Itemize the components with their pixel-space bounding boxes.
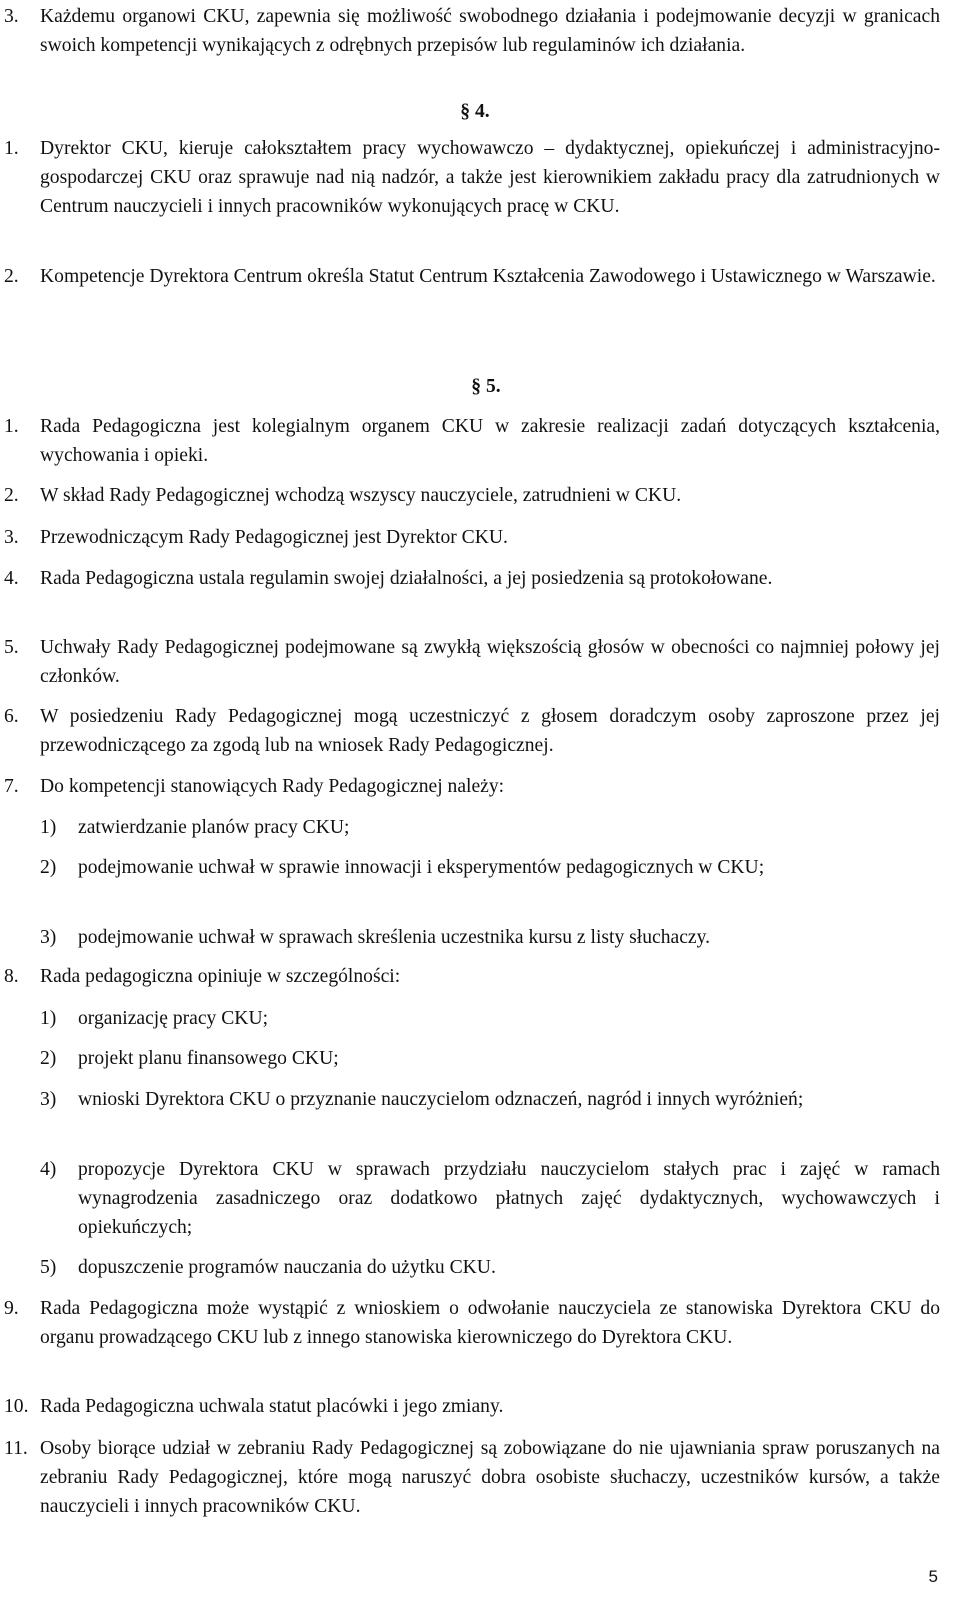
item-number: 2. — [4, 485, 19, 506]
item-text: Rada Pedagogiczna może wystąpić z wnioskiem o odwołanie nauczyciela ze stanowiska Dyrektora CKU do organu prowadzącego CKU lub z innego stanowiska kierowniczego do Dyrektora CKU. — [40, 1298, 940, 1348]
item-number: 6. — [4, 706, 19, 727]
sub-item-text: organizację pracy CKU; — [78, 1008, 269, 1029]
sub-item-text: podejmowanie uchwał w sprawie innowacji i eksperymentów pedagogicznych w CKU; — [78, 857, 765, 878]
item-text: Kompetencje Dyrektora Centrum określa Statut Centrum Kształcenia Zawodowego i Ustawicznego w Warszawie. — [40, 266, 936, 287]
sub-list-item — [40, 923, 940, 952]
sub-item-text: dopuszczenie programów nauczania do użytku CKU. — [78, 1257, 496, 1278]
item-text: Do kompetencji stanowiących Rady Pedagogicznej należy: — [40, 776, 505, 797]
item-number: 10. — [4, 1396, 29, 1417]
sub-list-item — [40, 1044, 940, 1073]
sub-list-item — [40, 853, 940, 882]
item-text: Uchwały Rady Pedagogicznej podejmowane są zwykłą większością głosów w obecności co najmniej połowy jej członków. — [40, 637, 940, 687]
item-text: Osoby biorące udział w zebraniu Rady Pedagogicznej są zobowiązane do nie ujawniania spraw poruszanych na zebraniu Rady Pedagogicznej, które mogą naruszyć dobra osobiste słuchaczy, uczestników kursów, a także nauczycieli i innych pracowników CKU. — [40, 1438, 940, 1517]
paragraph-item — [4, 1294, 940, 1352]
sub-item-text: propozycje Dyrektora CKU w sprawach przydziału nauczycielom stałych prac i zajęć w ramach wynagrodzenia zasadniczego oraz dodatkowo płatnych zajęć dydaktycznych, wychowawczych i opiekuńczych; — [78, 1159, 940, 1238]
item-text: W skład Rady Pedagogicznej wchodzą wszyscy nauczyciele, zatrudnieni w CKU. — [40, 485, 682, 506]
sub-item-number: 1) — [40, 1008, 57, 1029]
paragraph-item — [4, 702, 940, 760]
paragraph-item — [4, 1434, 940, 1521]
paragraph-item — [4, 262, 940, 291]
item-number: 2. — [4, 266, 19, 287]
item-number: 11. — [4, 1438, 28, 1459]
paragraph-item — [4, 481, 940, 510]
section-heading: § 5. — [471, 376, 501, 397]
sub-list-item — [40, 1004, 940, 1033]
sub-item-number: 4) — [40, 1159, 57, 1180]
sub-item-text: wnioski Dyrektora CKU o przyznanie nauczycielom odznaczeń, nagród i innych wyróżnień; — [78, 1089, 804, 1110]
paragraph-item — [4, 412, 940, 470]
sub-list-item — [40, 1155, 940, 1242]
item-number: 9. — [4, 1298, 19, 1319]
sub-item-text: podejmowanie uchwał w sprawach skreślenia uczestnika kursu z listy słuchaczy. — [78, 927, 711, 948]
item-number: 1. — [4, 138, 19, 159]
sub-item-number: 3) — [40, 1089, 57, 1110]
item-number: 1. — [4, 416, 19, 437]
item-text: W posiedzeniu Rady Pedagogicznej mogą uczestniczyć z głosem doradczym osoby zaproszone przez jej przewodniczącego za zgodą lub na wniosek Rady Pedagogicznej. — [40, 706, 940, 756]
item-text: Przewodniczącym Rady Pedagogicznej jest Dyrektor CKU. — [40, 527, 508, 548]
sub-item-text: projekt planu finansowego CKU; — [78, 1048, 339, 1069]
sub-item-number: 3) — [40, 927, 57, 948]
item-number: 5. — [4, 637, 19, 658]
item-text: Rada Pedagogiczna uchwala statut placówki i jego zmiany. — [40, 1396, 504, 1417]
item-number: 7. — [4, 776, 19, 797]
sub-list-item — [40, 1253, 940, 1282]
item-text: Rada pedagogiczna opiniuje w szczególności: — [40, 966, 401, 987]
sub-item-number: 2) — [40, 857, 57, 878]
item-number: 4. — [4, 568, 19, 589]
paragraph-item — [4, 962, 940, 991]
paragraph-item — [4, 564, 940, 593]
item-number: 3. — [4, 527, 19, 548]
item-text: Dyrektor CKU, kieruje całokształtem pracy wychowawczo – dydaktycznej, opiekuńczej i administracyjno- gospodarczej CKU oraz sprawuje nad nią nadzór, a także jest kierownikiem zakładu pracy dla zatrudnionych w Centrum nauczycieli i innych pracowników wykonujących pracę w CKU. — [40, 138, 940, 217]
item-text: Rada Pedagogiczna jest kolegialnym organem CKU w zakresie realizacji zadań dotyczących kształcenia, wychowania i opieki. — [40, 416, 940, 466]
sub-item-number: 2) — [40, 1048, 57, 1069]
item-number: 8. — [4, 966, 19, 987]
page-number: 5 — [928, 1567, 938, 1586]
paragraph-item — [4, 2, 940, 60]
paragraph-item — [4, 523, 940, 552]
paragraph-item — [4, 772, 940, 801]
sub-item-number: 1) — [40, 817, 57, 838]
item-text: Każdemu organowi CKU, zapewnia się możliwość swobodnego działania i podejmowanie decyzji w granicach swoich kompetencji wynikających z odrębnych przepisów lub regulaminów ich działania. — [40, 6, 940, 56]
section-heading: § 4. — [460, 101, 490, 122]
sub-item-number: 5) — [40, 1257, 57, 1278]
sub-item-text: zatwierdzanie planów pracy CKU; — [78, 817, 350, 838]
item-number: 3. — [4, 6, 19, 27]
sub-list-item — [40, 813, 940, 842]
paragraph-item — [4, 633, 940, 691]
sub-list-item — [40, 1085, 940, 1114]
paragraph-item — [4, 134, 940, 221]
paragraph-item — [4, 1392, 940, 1421]
item-text: Rada Pedagogiczna ustala regulamin swojej działalności, a jej posiedzenia są protokołowane. — [40, 568, 773, 589]
